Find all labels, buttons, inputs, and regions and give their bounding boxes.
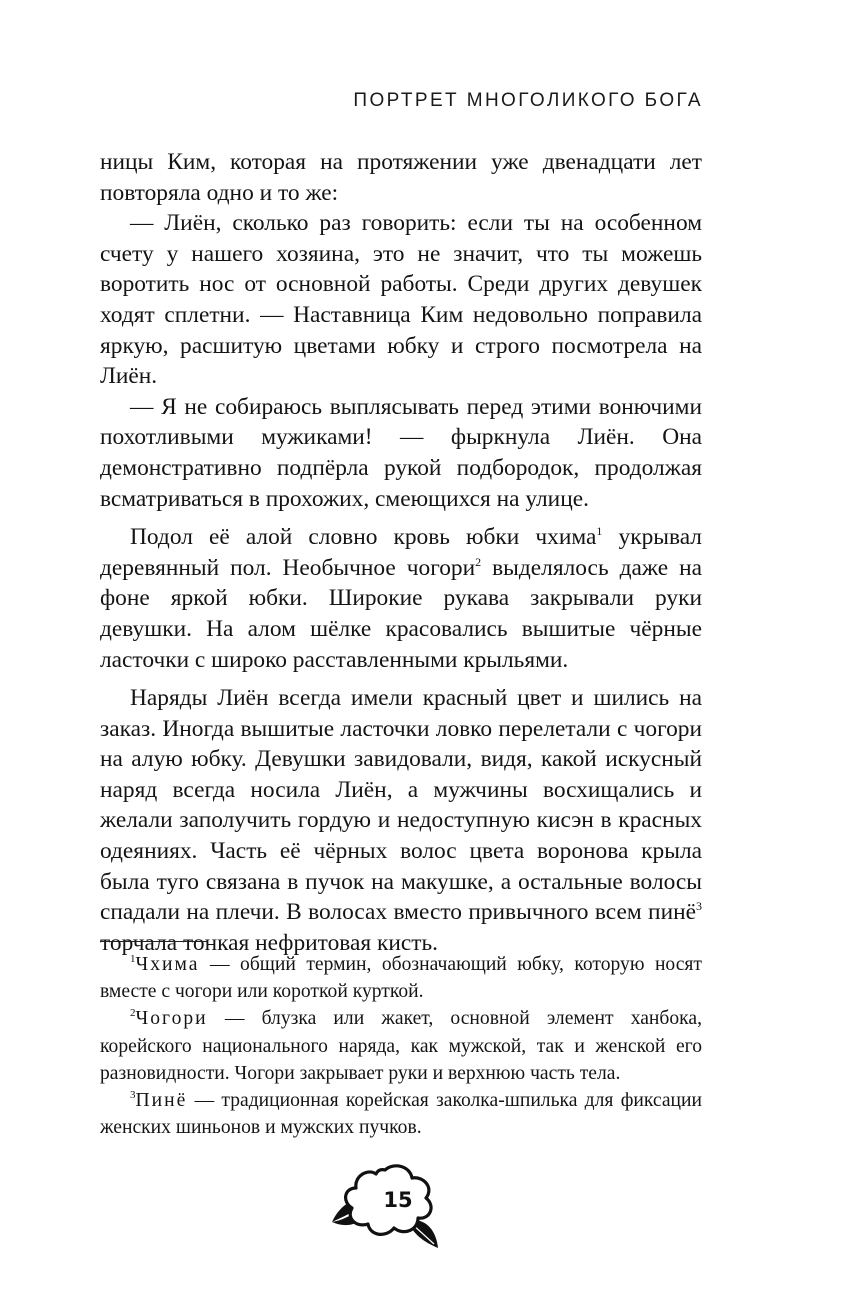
footnote-1 [100,951,702,1005]
footnote-2-number: 2 [130,1007,136,1020]
paragraph-5-part-a: Наряды Лиён всегда имели красный цвет и шились на заказ. Иногда вышитые ласточки ловко перелетали с чогори на алую юбку. Девушки завидовали, видя, какой искусный наряд всегда носила Лиён, а мужчины восхищались и желали заполучить гордую и недоступную кисэн в красных одеяниях. Часть её чёрных волос цвета воронова крыла была туго связана в пучок на макушке, а остальные волосы спадали на плечи. В волосах вместо привычного всем пинё [100,685,702,926]
paragraph-4-part-a: Подол её алой словно кровь юбки чхима [130,524,597,551]
footnote-3-term: Пинё [135,1090,188,1112]
paragraph-2: — Лиён, сколько раз говорить: если ты на особенном счету у нашего хозяина, это не значит, что ты можешь воротить нос от основной работы. Среди других девушек ходят сплетни. — Наставница Ким недовольно поправила яркую, расшитую цветами юбку и строго посмотрела на Лиён. [100,210,702,390]
footnote-1-text: — общий термин, обозначающий юбку, которую носят вместе с чогори или короткой курткой. [100,954,702,1003]
paragraph-5 [100,683,702,958]
footnote-ref-2[interactable]: 2 [475,554,482,569]
paragraph-4-part-b: укрывал деревянный пол. Необычное чогори [100,524,702,581]
footnote-2-term: Чогори [135,1008,208,1030]
footnotes [100,951,702,1141]
footnote-3 [100,1087,702,1141]
paragraph-5-part-b: торчала тонкая нефритовая кисть. [100,929,438,956]
paragraph-4 [100,522,702,675]
running-head: ПОРТРЕТ МНОГОЛИКОГО БОГА [353,90,703,111]
paragraph-4-part-c: выделялось даже на фоне яркой юбки. Широкие рукава закрывали руки девушки. На алом шёлке красовались вышитые чёрные ласточки с широко расставленными крыльями. [100,554,703,673]
footnote-ref-3[interactable]: 3 [696,899,702,914]
footnote-1-term: Чхима [135,954,200,975]
footnote-3-number: 3 [130,1089,136,1102]
footnote-divider [100,941,207,942]
body-text [100,147,702,958]
footnote-ref-1[interactable]: 1 [596,524,603,539]
footnote-2-text: — блузка или жакет, основной элемент ханбока, корейского национального наряда, как мужской, так и женской его разновидности. Чогори закрывает руки и верхнюю часть тела. [100,1008,702,1084]
footnote-2 [100,1005,702,1087]
footnote-3-text: — традиционная корейская заколка-шпилька для фиксации женских шиньонов и мужских пучков. [100,1090,702,1139]
paragraph-3: — Я не собираюсь выплясывать перед этими вонючими похотливыми мужиками! — фыркнула Лиён. Она демонстративно подпёрла рукой подбородок, продолжая всматриваться в прохожих, смеющихся на улице. [100,393,702,512]
paragraph-1: ницы Ким, которая на протяжении уже двенадцати лет повторяла одно и то же: [100,149,702,206]
page-number: 15 [383,1188,413,1212]
footnote-1-number: 1 [130,953,136,965]
